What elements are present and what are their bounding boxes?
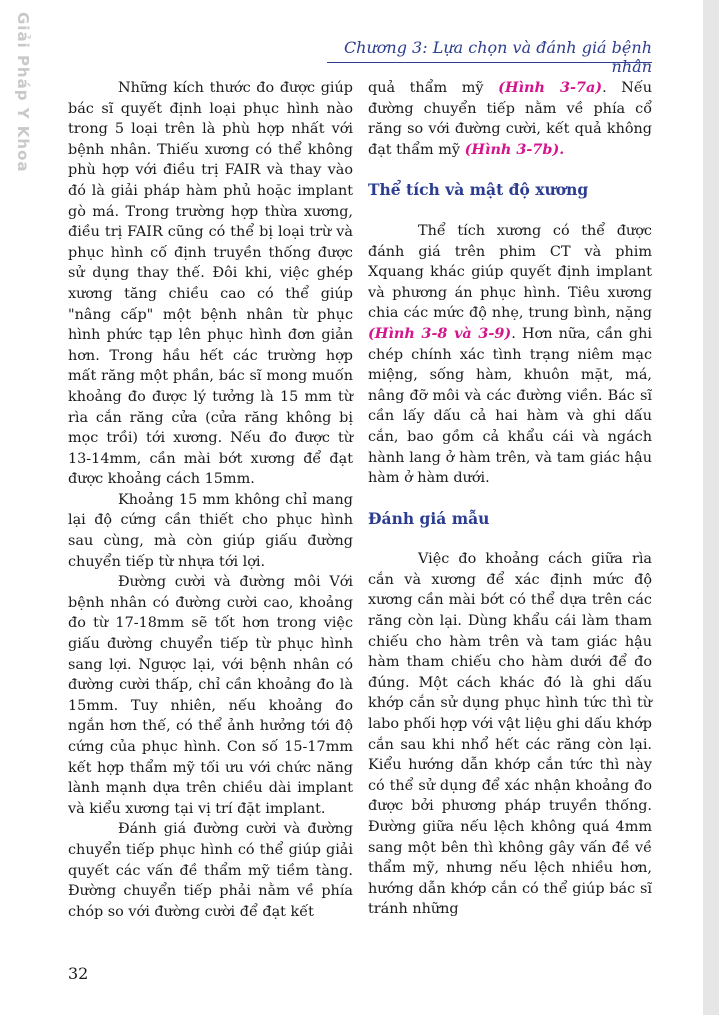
- paragraph: Đường cười và đường môi Với bệnh nhân có đường cười cao, khoảng đo từ 17-18mm sẽ tốt hơn trong việc giấu đường chuyển tiếp từ phục hình sang lợi. Ngược lại, với bệnh nhân có đường cười thấp, chỉ cần khoảng đo là 15mm. Tuy nhiên, nếu khoảng đo ngắn hơn thế, có thể ảnh hưởng tới độ cứng của phục hình. Con số 15-17mm kết hợp thẩm mỹ tối ưu với chức năng lành mạnh dựa trên chiều dài implant và kiểu xương tại vị trí đặt implant.: [68, 574, 353, 817]
- paragraph: Khoảng 15 mm không chỉ mang lại độ cứng cần thiết cho phục hình sau cùng, mà còn giúp giấu đường chuyển tiếp từ nhựa tới lợi.: [68, 491, 353, 570]
- page-number: 32: [68, 964, 89, 983]
- page-edge: [703, 0, 719, 1015]
- text-span: quả thẩm mỹ: [368, 80, 499, 96]
- figure-reference: (Hình 3-7a): [498, 79, 603, 96]
- paragraph: [368, 221, 652, 489]
- figure-reference: (Hình 3-8 và 3-9): [368, 324, 512, 342]
- paragraph: Việc đo khoảng cách giữa rìa cắn và xương để xác định mức độ xương cần mài bớt có thể dựa trên các răng còn lại. Dùng khẩu cái làm tham chiếu cho hàm trên và tam giác hậu hàm tham chiếu cho hàm dưới để đo đúng. Một cách khác đó là ghi dấu khớp cắn sử dụng phục hình tức thì từ labo phối hợp với vật liệu ghi dấu khớp cắn sau khi nhổ hết các răng còn lại. Kiểu hướng dẫn khớp cắn tức thì này có thể sử dụng để xác nhận khoảng đo được bởi phương pháp truyền thống. Đường giữa nếu lệch không quá 4mm sang một bên thì không gây vấn đề về thẩm mỹ, nhưng nếu lệch nhiều hơn, hướng dẫn khớp cắn có thể giúp bác sĩ tránh những: [368, 551, 652, 918]
- side-label: Giải Pháp Y Khoa: [14, 12, 32, 173]
- text-span: . Hơn nữa, cần ghi chép chính xác tình trạng niêm mạc miệng, sống hàm, khuôn mặt, má, nâng đỡ môi và các đường viền. Bác sĩ cần lấy dấu cả hai hàm và ghi dấu cắn, bao gồm cả khẩu cái và ngách hành lang ở hàm trên, và tam giác hậu hàm ở hàm dưới.: [368, 325, 652, 487]
- paragraph: Những kích thước đo được giúp bác sĩ quyết định loại phục hình nào trong 5 loại trên là phù hợp nhất với bệnh nhân. Thiếu xương có thể không phù hợp với điều trị FAIR và thay vào đó là giải pháp hàm phủ hoặc implant gò má. Trong trường hợp thừa xương, điều trị FAIR cũng có thể bị loại trừ và phục hình cố định truyền thống được sử dụng thay thế. Đôi khi, việc ghép xương tăng chiều cao có thể giúp "nâng cấp" một bệnh nhân từ phục hình phức tạp lên phục hình đơn giản hơn. Trong hầu hết các trường hợp mất răng một phần, bác sĩ mong muốn khoảng đo được lý tưởng là 15 mm từ rìa cắn răng cửa (cửa răng không bị mọc trồi) tới xương. Nếu đo được từ 13-14mm, cần mài bớt xương để đạt được khoảng cách 15mm.: [68, 80, 353, 488]
- section-title: Đánh giá mẫu: [368, 508, 490, 528]
- section-title: Thể tích và mật độ xương: [368, 180, 589, 200]
- right-column: [368, 78, 652, 920]
- paragraph-continuation: [368, 78, 652, 160]
- header-rule: [327, 62, 652, 63]
- text-span: Thể tích xương có thể được đánh giá trên phim CT và phim Xquang khác giúp quyết định implant và phương án phục hình. Tiêu xương chia các mức độ nhẹ, trung bình, nặng: [368, 222, 652, 322]
- text-span: . Nếu đường chuyển tiếp nằm về phía cổ răng so với đường cười, kết quả không đạt thẩm mỹ: [368, 80, 652, 158]
- figure-reference: (Hình 3-7b).: [464, 140, 565, 158]
- paragraph: Đánh giá đường cười và đường chuyển tiếp phục hình có thể giúp giải quyết các vấn đề thẩm mỹ tiềm tàng. Đường chuyển tiếp phải nằm về phía chóp so với đường cười để đạt kết: [68, 821, 353, 920]
- left-column: [68, 78, 353, 922]
- chapter-header: Chương 3: Lựa chọn và đánh giá bệnh nhân: [343, 38, 652, 76]
